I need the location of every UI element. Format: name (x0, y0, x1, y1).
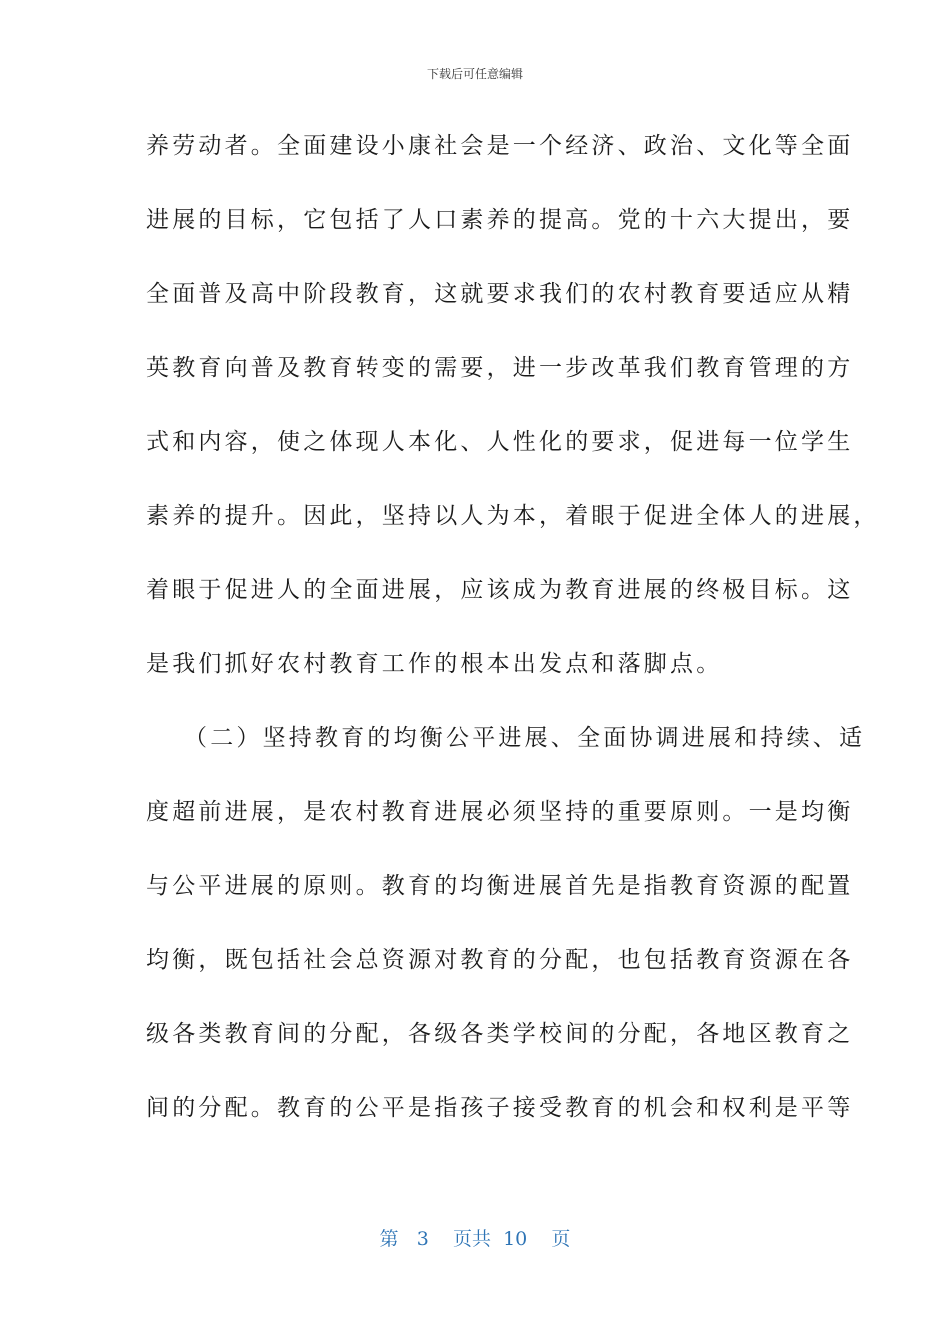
body-line-5: 式和内容，使之体现人本化、人性化的要求，促进每一位学生 (146, 429, 854, 455)
body-line-8: 是我们抓好农村教育工作的根本出发点和落脚点。 (146, 651, 723, 677)
footer-current-page: 3 (416, 1228, 429, 1250)
body-line-10: 度超前进展，是农村教育进展必须坚持的重要原则。一是均衡 (146, 799, 854, 825)
body-line-3: 全面普及高中阶段教育，这就要求我们的农村教育要适应从精 (146, 281, 854, 307)
body-line-13: 级各类教育间的分配，各级各类学校间的分配，各地区教育之 (146, 1021, 854, 1047)
body-line-12: 均衡，既包括社会总资源对教育的分配，也包括教育资源在各 (146, 947, 854, 973)
footer-prefix: 第 (379, 1228, 399, 1250)
body-line-4: 英教育向普及教育转变的需要，进一步改革我们教育管理的方 (146, 355, 854, 381)
body-line-6: 素养的提升。因此，坚持以人为本，着眼于促进全体人的进展， (146, 503, 880, 529)
body-line-11: 与公平进展的原则。教育的均衡进展首先是指教育资源的配置 (146, 873, 854, 899)
body-line-7: 着眼于促进人的全面进展，应该成为教育进展的终极目标。这 (146, 577, 854, 603)
body-line-14: 间的分配。教育的公平是指孩子接受教育的机会和权利是平等 (146, 1095, 854, 1121)
body-line-2: 进展的目标，它包括了人口素养的提高。党的十六大提出，要 (146, 207, 854, 233)
page-header-note: 下载后可任意编辑 (426, 67, 523, 81)
footer-suffix: 页 (551, 1228, 571, 1250)
page-footer (0, 1226, 950, 1252)
body-line-9: （二）坚持教育的均衡公平进展、全面协调进展和持续、适 (184, 725, 866, 751)
document-body (146, 116, 880, 1152)
footer-middle: 页共 (452, 1228, 491, 1250)
body-line-1: 养劳动者。全面建设小康社会是一个经济、政治、文化等全面 (146, 133, 854, 159)
footer-total-pages: 10 (503, 1228, 528, 1250)
